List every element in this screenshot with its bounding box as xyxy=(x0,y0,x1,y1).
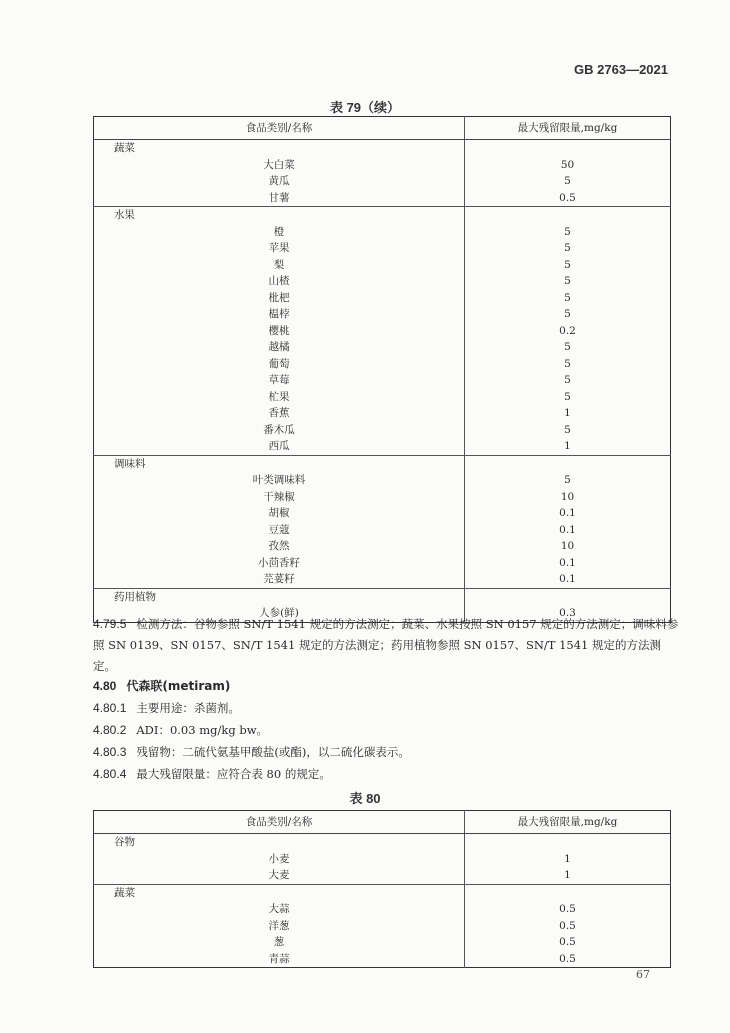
food-name: 西瓜 xyxy=(94,438,465,455)
food-name: 小茴香籽 xyxy=(94,555,465,572)
table-row xyxy=(94,290,671,307)
group-name: 蔬菜 xyxy=(94,884,465,901)
food-name: 葡萄 xyxy=(94,356,465,373)
mrl-value: 5 xyxy=(564,225,571,238)
mrl-value: 0.1 xyxy=(559,556,576,569)
group-row xyxy=(94,140,671,157)
table-row xyxy=(94,489,671,506)
section-number: 4.80.2 xyxy=(93,723,127,737)
table-80 xyxy=(93,810,671,968)
section-4-80-1 xyxy=(93,698,683,719)
col-food-header: 食品类别/名称 xyxy=(94,811,465,834)
section-number: 4.79.5 xyxy=(93,617,127,631)
mrl-value: 5 xyxy=(564,175,571,187)
section-number: 4.80.1 xyxy=(93,701,127,715)
mrl-value: 10 xyxy=(560,540,575,552)
group-mrl-empty xyxy=(465,140,671,157)
table-row xyxy=(94,173,671,190)
food-name: 青蒜 xyxy=(94,951,465,968)
food-name: 草莓 xyxy=(94,372,465,389)
section-4-80-heading xyxy=(93,676,683,697)
food-name: 枇杷 xyxy=(94,290,465,307)
section-4-80-3 xyxy=(93,742,683,763)
table-row xyxy=(94,571,671,588)
food-name: 杧果 xyxy=(94,389,465,406)
section-text: 检测方法：谷物参照 SN/T 1541 规定的方法测定；蔬菜、水果按照 SN 0157 规定的方法测定；调味料参照 SN 0139、SN 0157、SN/T 1541 规定的方法测定；药用植物参照 SN 0157、SN/T 1541 规定的方法测定。 xyxy=(93,617,679,673)
table-80-body xyxy=(94,834,671,968)
col-mrl-header: 最大残留限量,mg/kg xyxy=(465,117,671,140)
group-row xyxy=(94,834,671,851)
food-name: 干辣椒 xyxy=(94,489,465,506)
mrl-value: 50 xyxy=(560,158,575,171)
mrl-value: 0.2 xyxy=(559,324,576,337)
section-text: 残留物：二硫代氨基甲酸盐(或酯)，以二硫化碳表示。 xyxy=(136,745,410,759)
food-name: 人参(鲜) xyxy=(94,605,465,622)
group-name: 药用植物 xyxy=(94,588,465,605)
table-row xyxy=(94,555,671,572)
mrl-value: 5 xyxy=(564,374,571,386)
table-row xyxy=(94,157,671,174)
table-row xyxy=(94,522,671,539)
mrl-value: 5 xyxy=(564,275,571,287)
table-row xyxy=(94,405,671,422)
table-row xyxy=(94,306,671,323)
mrl-value: 5 xyxy=(564,291,571,304)
group-mrl-empty xyxy=(465,455,671,472)
table-row xyxy=(94,851,671,868)
table-row xyxy=(94,190,671,207)
table-row xyxy=(94,472,671,489)
standard-code: GB 2763—2021 xyxy=(574,62,668,77)
food-name: 香蕉 xyxy=(94,405,465,422)
food-name: 橙 xyxy=(94,224,465,241)
group-name: 调味料 xyxy=(94,455,465,472)
food-name: 苹果 xyxy=(94,240,465,257)
group-mrl-empty xyxy=(465,588,671,605)
section-number: 4.80.3 xyxy=(93,745,127,759)
col-mrl-header: 最大残留限量,mg/kg xyxy=(465,811,671,834)
food-name: 叶类调味料 xyxy=(94,472,465,489)
table-row xyxy=(94,867,671,884)
table-row xyxy=(94,273,671,290)
mrl-value: 0.3 xyxy=(559,607,576,619)
table-row xyxy=(94,372,671,389)
group-name: 蔬菜 xyxy=(94,140,465,157)
table-row xyxy=(94,951,671,968)
table-header-row xyxy=(94,117,671,140)
section-4-80-2 xyxy=(93,720,683,741)
table-row xyxy=(94,901,671,918)
mrl-value: 0.5 xyxy=(559,952,576,965)
food-name: 大蒜 xyxy=(94,901,465,918)
mrl-value: 0.1 xyxy=(559,523,576,536)
table-row xyxy=(94,422,671,439)
table-row xyxy=(94,918,671,935)
mrl-value: 5 xyxy=(564,390,571,403)
table-row xyxy=(94,323,671,340)
mrl-value: 1 xyxy=(564,440,571,452)
food-name: 樱桃 xyxy=(94,323,465,340)
food-name: 甘薯 xyxy=(94,190,465,207)
group-row xyxy=(94,884,671,901)
table-row xyxy=(94,339,671,356)
group-row xyxy=(94,207,671,224)
mrl-value: 1 xyxy=(564,852,571,865)
food-name: 芫荽籽 xyxy=(94,571,465,588)
food-name: 大白菜 xyxy=(94,157,465,174)
food-name: 胡椒 xyxy=(94,505,465,522)
table-80-caption: 表 80 xyxy=(349,791,381,806)
mrl-value: 10 xyxy=(560,490,575,503)
section-4-80-4 xyxy=(93,764,683,785)
food-name: 山楂 xyxy=(94,273,465,290)
section-text: 主要用途：杀菌剂。 xyxy=(136,701,240,715)
col-food-header: 食品类别/名称 xyxy=(94,117,465,140)
food-name: 葱 xyxy=(94,934,465,951)
table-row xyxy=(94,438,671,455)
mrl-value: 1 xyxy=(564,407,571,419)
table-79-caption: 表 79（续） xyxy=(329,100,401,115)
group-row xyxy=(94,455,671,472)
mrl-value: 5 xyxy=(564,423,571,436)
food-name: 番木瓜 xyxy=(94,422,465,439)
mrl-value: 5 xyxy=(564,242,571,254)
section-text: ADI：0.03 mg/kg bw。 xyxy=(136,723,269,737)
section-number: 4.80 xyxy=(93,679,117,693)
table-row xyxy=(94,538,671,555)
food-name: 小麦 xyxy=(94,851,465,868)
section-4-79-5 xyxy=(93,614,683,677)
food-name: 豆蔻 xyxy=(94,522,465,539)
food-name: 黄瓜 xyxy=(94,173,465,190)
mrl-value: 5 xyxy=(564,357,571,370)
table-79-body xyxy=(94,140,671,623)
mrl-value: 0.1 xyxy=(559,573,576,585)
food-name: 梨 xyxy=(94,257,465,274)
table-row xyxy=(94,240,671,257)
table-row xyxy=(94,356,671,373)
section-title: 代森联(metiram) xyxy=(126,679,231,693)
food-name: 榅桲 xyxy=(94,306,465,323)
food-name: 大麦 xyxy=(94,867,465,884)
mrl-value: 5 xyxy=(564,308,571,320)
group-name: 谷物 xyxy=(94,834,465,851)
table-row xyxy=(94,934,671,951)
table-row xyxy=(94,257,671,274)
mrl-value: 0.5 xyxy=(559,903,576,915)
table-row xyxy=(94,505,671,522)
mrl-value: 5 xyxy=(564,258,571,271)
table-row xyxy=(94,389,671,406)
food-name: 越橘 xyxy=(94,339,465,356)
group-mrl-empty xyxy=(465,884,671,901)
section-number: 4.80.4 xyxy=(93,767,127,781)
mrl-value: 5 xyxy=(564,341,571,353)
mrl-value: 0.1 xyxy=(559,507,576,519)
mrl-value: 0.5 xyxy=(559,919,576,932)
mrl-value: 1 xyxy=(564,869,571,881)
group-name: 水果 xyxy=(94,207,465,224)
group-row xyxy=(94,588,671,605)
mrl-value: 0.5 xyxy=(559,936,576,948)
table-79 xyxy=(93,116,671,623)
mrl-value: 5 xyxy=(564,474,571,486)
food-name: 洋葱 xyxy=(94,918,465,935)
table-header-row xyxy=(94,811,671,834)
mrl-value: 0.5 xyxy=(559,191,576,204)
group-mrl-empty xyxy=(465,207,671,224)
food-name: 孜然 xyxy=(94,538,465,555)
table-row xyxy=(94,224,671,241)
section-text: 最大残留限量：应符合表 80 的规定。 xyxy=(136,767,331,781)
page-number: 67 xyxy=(636,968,650,981)
group-mrl-empty xyxy=(465,834,671,851)
